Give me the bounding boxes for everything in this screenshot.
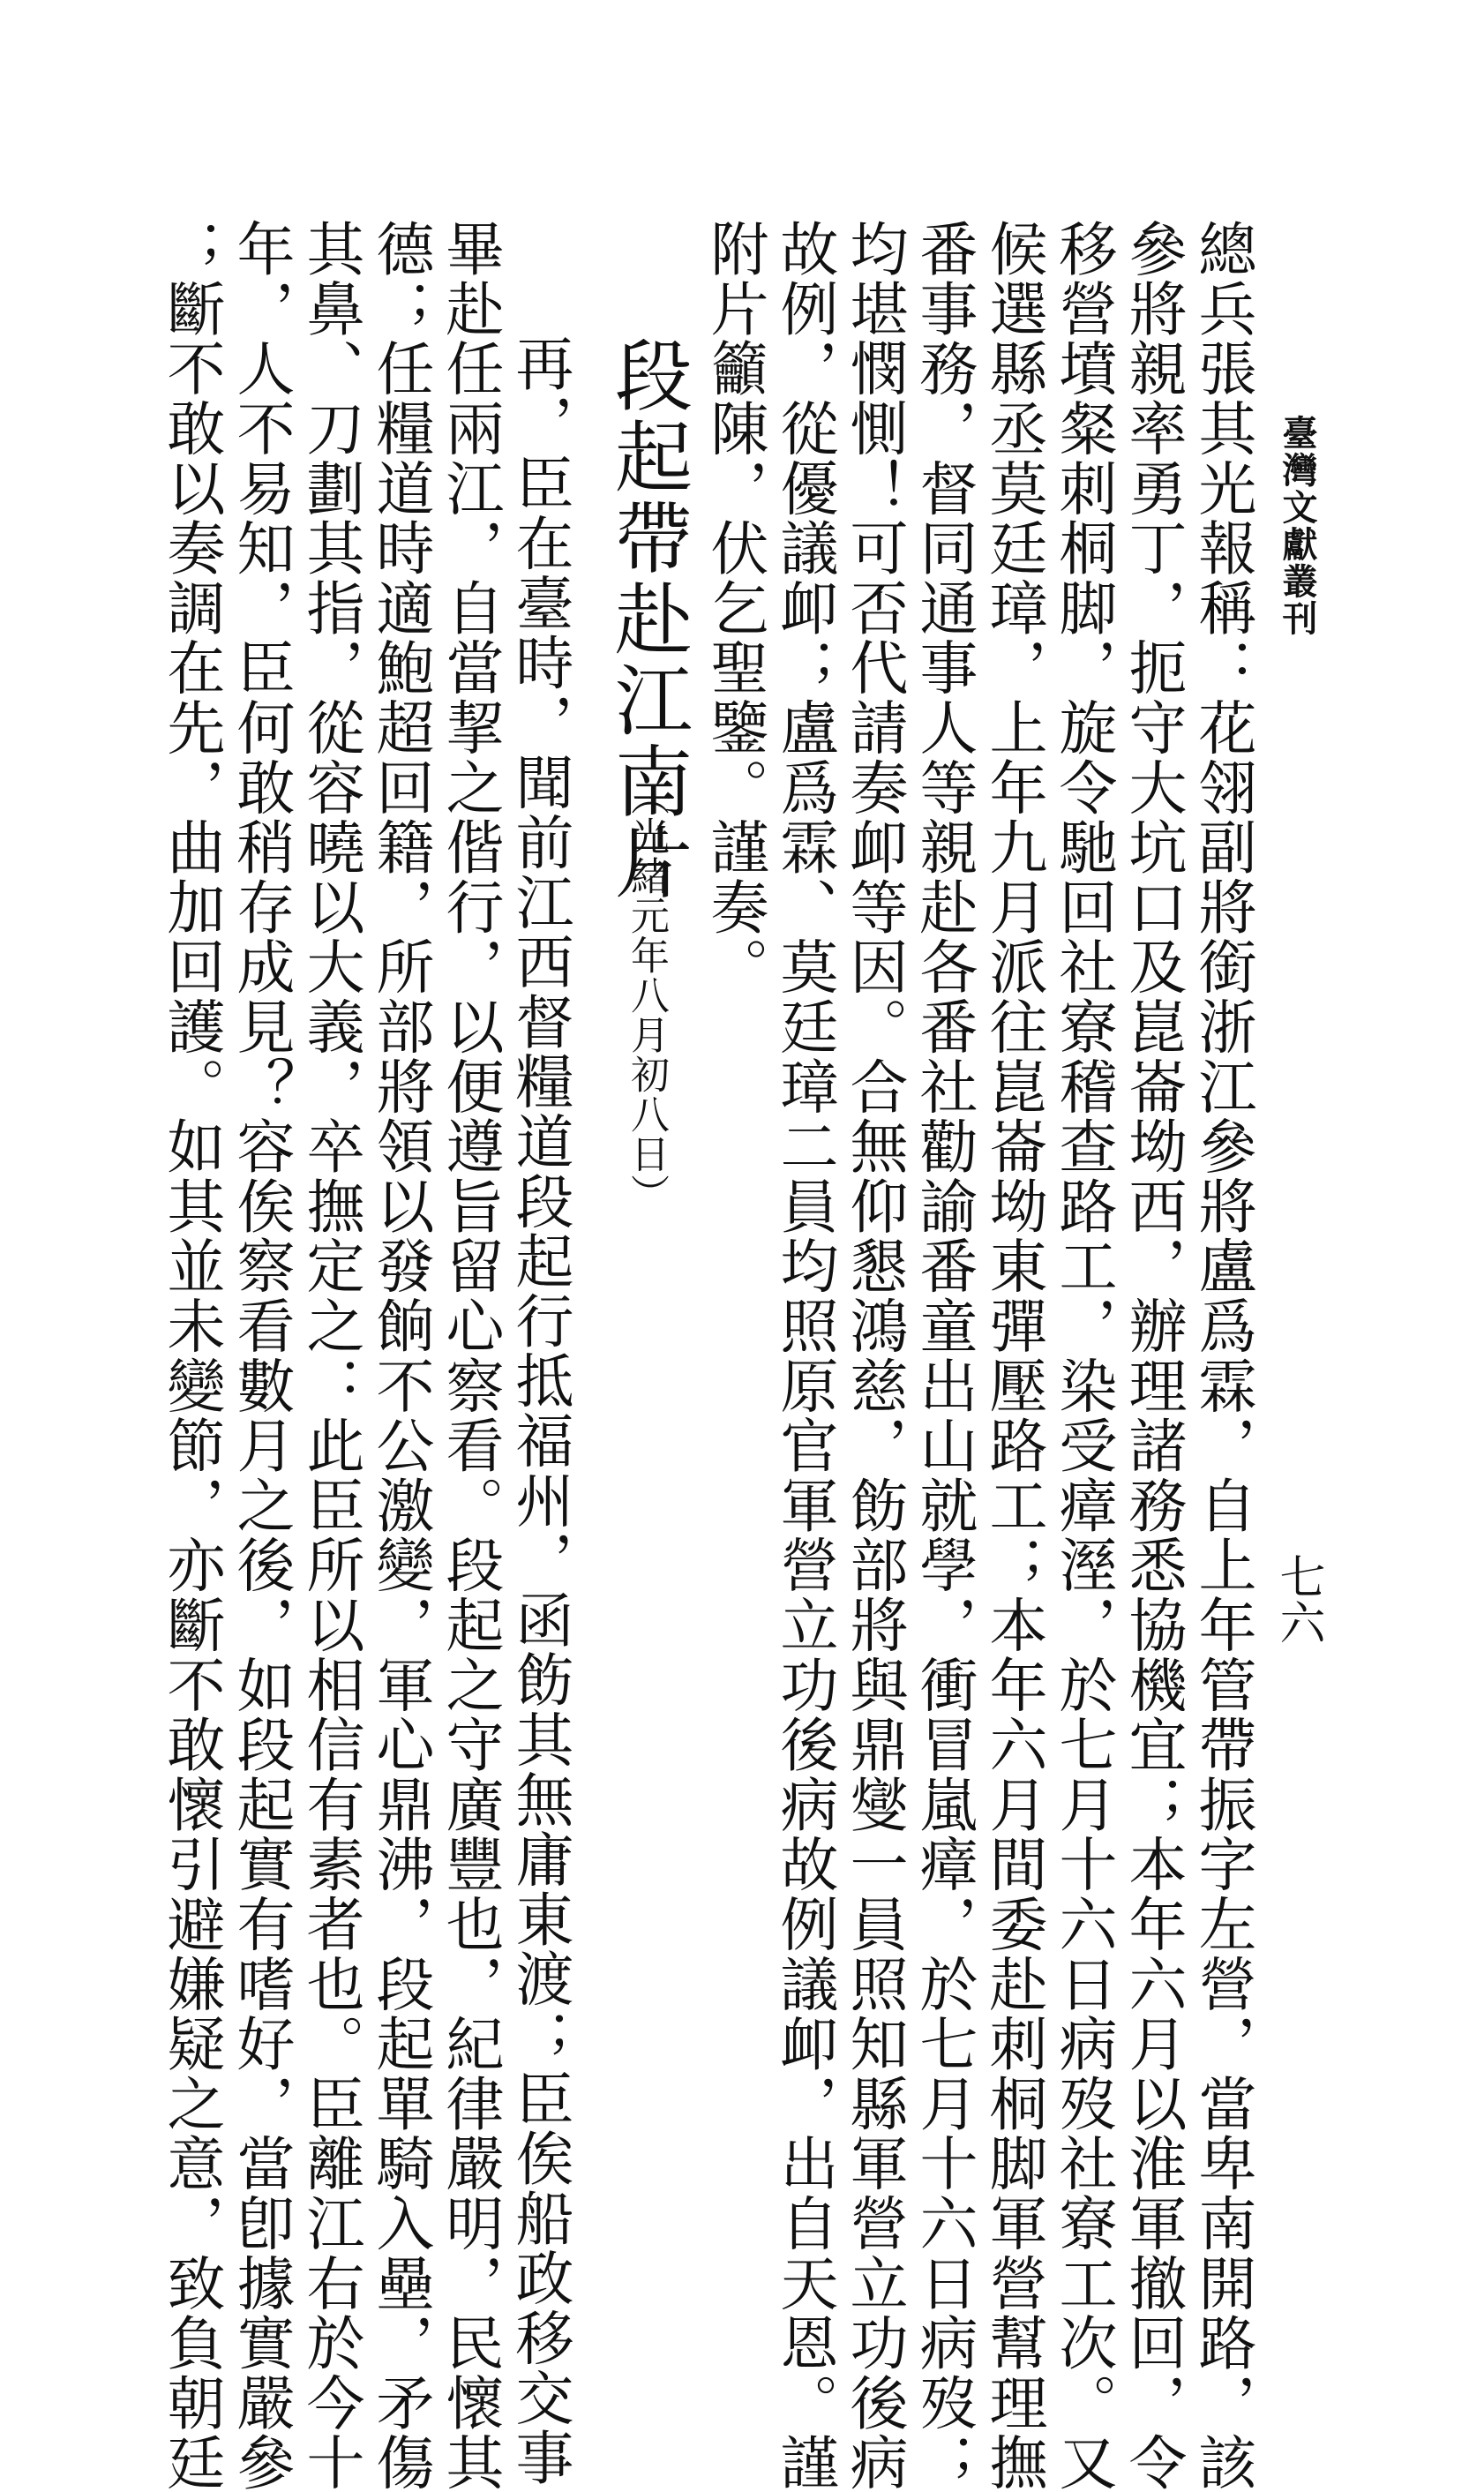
section-date: （光緒元年八月初八日）	[624, 777, 669, 1213]
text-column: 德；任糧道時適鮑超回籍，所部將領以發餉不公激變，軍心鼎沸，段起單騎入壘，矛傷	[366, 219, 434, 2492]
text-column: 附片籲陳，伏乞聖鑒。謹奏。	[701, 219, 768, 997]
text-column: 故例，從優議卹；盧爲霖、莫廷璋二員均照原官軍營立功後病故例議卹，出自天恩。謹	[770, 219, 838, 2492]
text-column: 均堪憫惻！可否代請奏卹等因。合無仰懇鴻慈，飭部將與鼎燮一員照知縣軍營立功後病	[840, 219, 908, 2492]
page-number: 七六	[1271, 1553, 1324, 1645]
header-title: 臺灣文獻叢刊	[1277, 415, 1318, 637]
section-title: 段起帶赴江南片	[603, 335, 693, 904]
text-column: ；斷不敢以奏調在先，曲加回護。如其並未變節，亦斷不敢懷引避嫌疑之意，致負朝廷	[157, 219, 225, 2492]
text-column: 其鼻、刀劃其指，從容曉以大義，卒撫定之：此臣所以相信有素者也。臣離江右於今十	[296, 219, 364, 2492]
text-column: 番事務，督同通事人等親赴各番社勸諭番童出山就學，衝冒嵐瘴，於七月十六日病歿；	[910, 219, 978, 2492]
text-column: 候選縣丞莫廷璋，上年九月派往崑崙坳東彈壓路工；本年六月間委赴刺桐脚軍營幫理撫	[979, 219, 1047, 2492]
text-column: 再，臣在臺時，聞前江西督糧道段起行抵福州，函飭其無庸東渡；臣俟船政移交事	[506, 334, 573, 2488]
text-column: 總兵張其光報稱：花翎副將銜浙江參將盧爲霖，自上年管帶振字左營，當卑南開路，該	[1188, 219, 1256, 2492]
text-column: 畢赴任兩江，自當挈之偕行，以便遵旨留心察看。段起之守廣豐也，紀律嚴明，民懷其	[436, 219, 504, 2492]
text-column: 移營墳粲刺桐脚，旋令馳回社寮稽查路工，染受瘴溼，於七月十六日病歿社寮工次。又	[1049, 219, 1117, 2492]
text-column: 參將親率勇丁，扼守大坑口及崑崙坳西，辦理諸務悉協機宜；本年六月以淮軍撤回，令	[1119, 219, 1187, 2492]
text-column: 年，人不易知，臣何敢稍存成見？容俟察看數月之後，如段起實有嗜好，當卽據實嚴參	[227, 219, 295, 2492]
